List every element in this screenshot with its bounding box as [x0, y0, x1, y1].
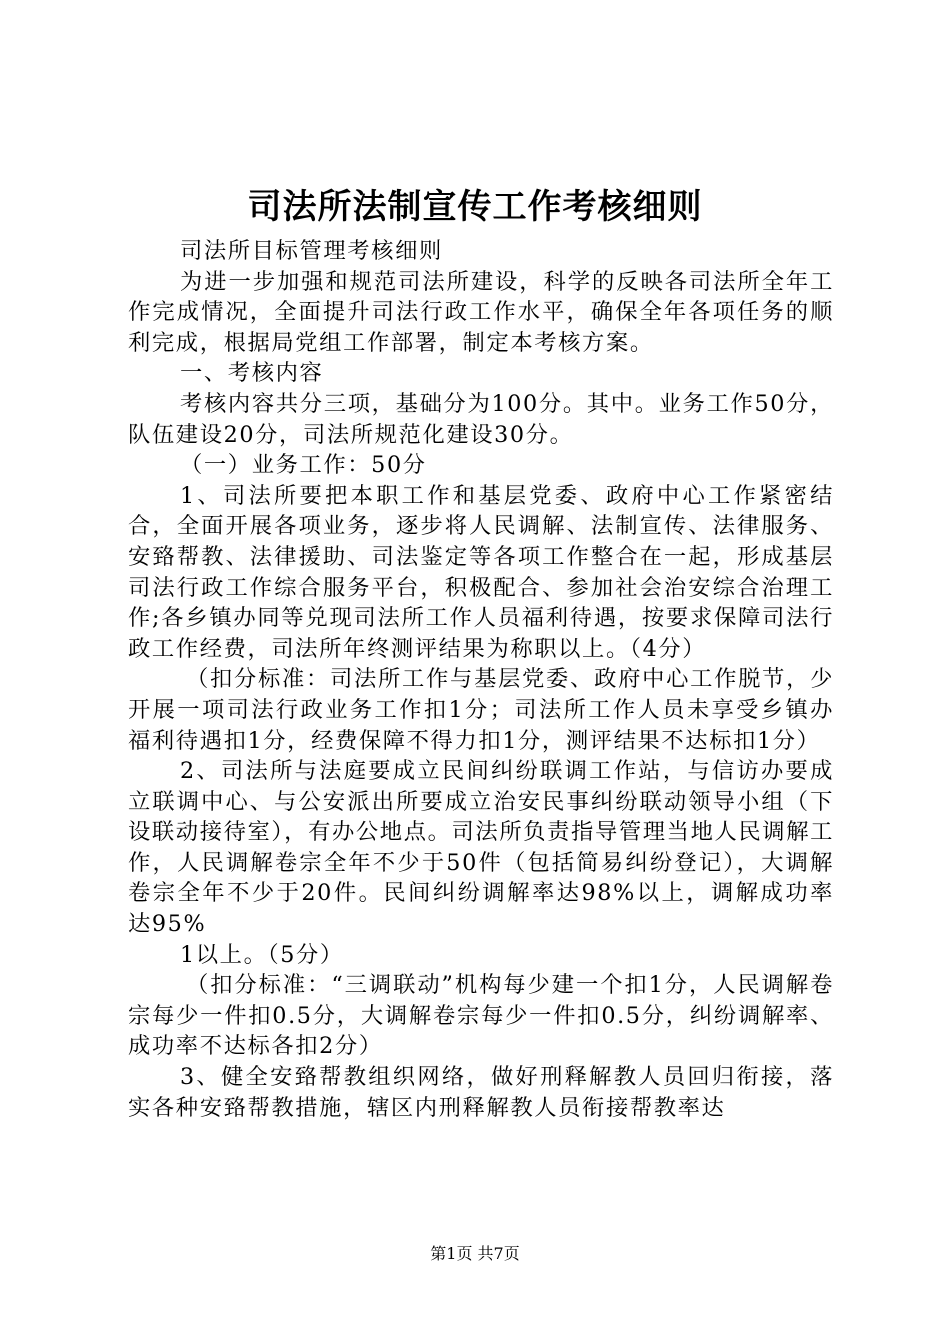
paragraph: 3、健全安臵帮教组织网络，做好刑释解教人员回归衔接，落实各种安臵帮教措施，辖区内刑释解教人员衔接帮教率达: [128, 1064, 834, 1121]
page-number: 第1页 共7页: [430, 1244, 520, 1263]
subsection-heading: （一）业务工作：50分: [180, 452, 427, 479]
paragraph: 1、司法所要把本职工作和基层党委、政府中心工作紧密结合，全面开展各项业务，逐步将人民调解、法制宣传、法律服务、安臵帮教、法律援助、司法鉴定等各项工作整合在一起，形成基层司法行政工作综合服务平台，积极配合、参加社会治安综合治理工作;各乡镇办同等兑现司法所工作人员福利待遇，按要求保障司法行政工作经费，司法所年终测评结果为称职以上。（4分）: [128, 482, 834, 662]
deduction-note: （扣分标准：“三调联动”机构每少建一个扣1分，人民调解卷宗每少一件扣0.5分，大调解卷宗每少一件扣0.5分，纠纷调解率、成功率不达标各扣2分）: [128, 972, 834, 1060]
document-body: [128, 236, 834, 1123]
paragraph-subtitle: 司法所目标管理考核细则: [180, 238, 443, 264]
deduction-note: （扣分标准：司法所工作与基层党委、政府中心工作脱节，少开展一项司法行政业务工作扣1分；司法所工作人员未享受乡镇办福利待遇扣1分，经费保障不得力扣1分，测评结果不达标扣1分）: [128, 666, 834, 754]
section-heading: 一、考核内容: [180, 360, 324, 387]
paragraph: 1以上。（5分）: [180, 941, 344, 968]
paragraph: 2、司法所与法庭要成立民间纠纷联调工作站，与信访办要成立联调中心、与公安派出所要成立治安民事纠纷联动领导小组（下设联动接待室），有办公地点。司法所负责指导管理当地人民调解工作，人民调解卷宗全年不少于50件（包括简易纠纷登记），大调解卷宗全年不少于20件。民间纠纷调解率达98%以上，调解成功率达95%: [128, 758, 834, 938]
document-title: 司法所法制宣传工作考核细则: [247, 187, 703, 227]
paragraph: 考核内容共分三项，基础分为100分。其中。业务工作50分，队伍建设20分，司法所规范化建设30分。: [128, 390, 834, 448]
paragraph: 为进一步加强和规范司法所建设，科学的反映各司法所全年工作完成情况，全面提升司法行政工作水平，确保全年各项任务的顺利完成，根据局党组工作部署，制定本考核方案。: [128, 268, 834, 356]
